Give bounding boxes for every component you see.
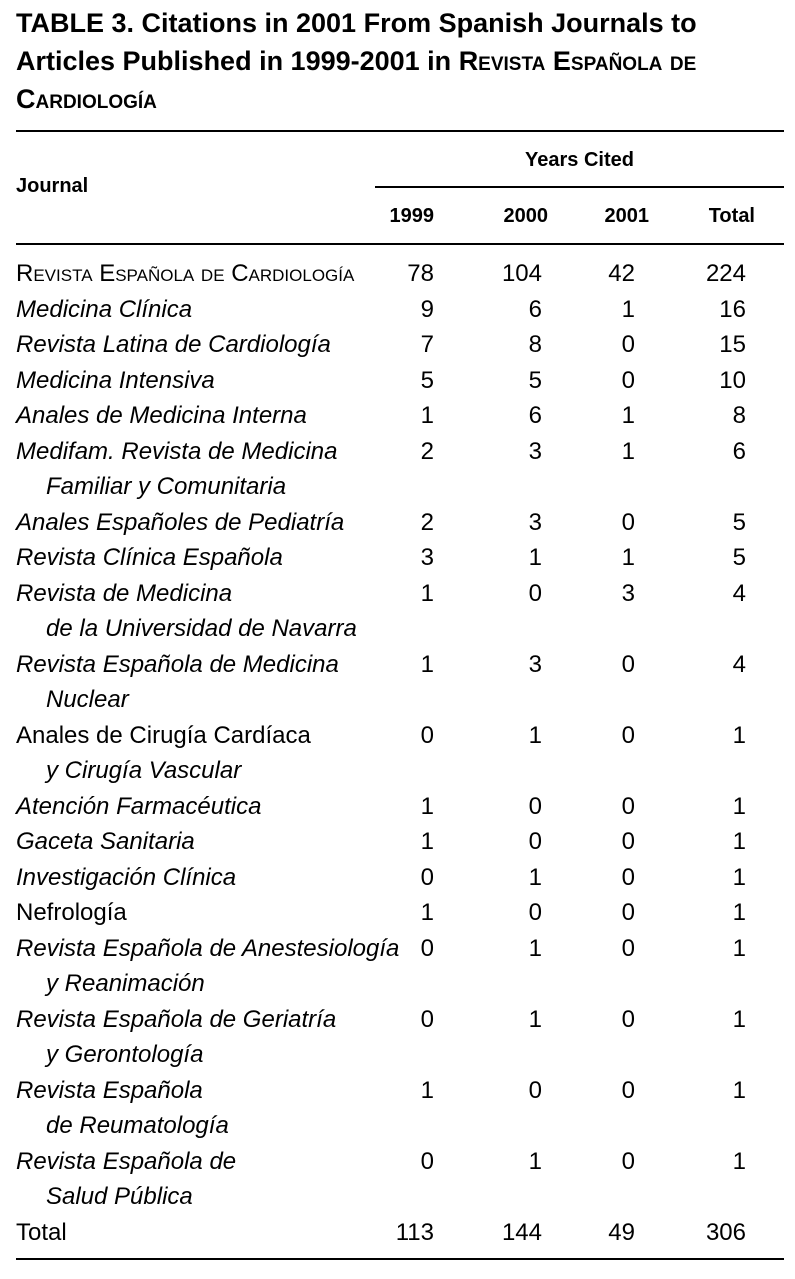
top-rule — [16, 130, 784, 132]
cell-1999: 1 — [420, 1076, 434, 1104]
table-row — [0, 327, 795, 363]
cell-2000: 6 — [528, 295, 542, 323]
journal-name — [16, 1215, 401, 1251]
cell-2000: 1 — [528, 934, 542, 962]
cell-1999: 7 — [420, 331, 434, 358]
title-journal-name: Revista Española de Cardiología — [16, 46, 697, 114]
journal-name-continuation: y Reanimación — [46, 970, 205, 997]
cell-2000: 8 — [528, 331, 542, 358]
journal-name-line: Revista Española — [16, 1076, 203, 1104]
journal-name — [16, 363, 401, 399]
journal-name — [16, 718, 401, 789]
table-row — [0, 505, 795, 541]
cell-1999: 2 — [420, 437, 434, 465]
journal-name-continuation: Salud Pública — [46, 1183, 193, 1210]
journal-name-line: Revista Clínica Española — [16, 544, 283, 571]
cell-2001: 1 — [621, 544, 635, 571]
journal-name — [16, 931, 401, 1002]
total-row — [0, 1215, 795, 1251]
journal-name — [16, 398, 401, 434]
cell-total: 1 — [732, 899, 746, 926]
cell-1999: 1 — [420, 899, 434, 926]
cell-2000: 6 — [528, 402, 542, 429]
cell-2001: 0 — [621, 828, 635, 855]
cell-total: 1 — [732, 1076, 746, 1104]
journal-name-line: Revista Española de Anestesiología — [16, 934, 400, 962]
table-row — [0, 434, 795, 505]
journal-name — [16, 576, 401, 647]
journal-name-line: Revista Española de — [16, 1147, 237, 1175]
cell-total: 4 — [732, 650, 746, 678]
table-row — [0, 1002, 795, 1073]
cell-1999: 78 — [407, 260, 434, 287]
journal-name — [16, 824, 401, 860]
cell-total: 15 — [719, 331, 746, 358]
cell-2000: 104 — [501, 260, 542, 287]
journal-name-line: Total — [16, 1218, 67, 1246]
column-header-2001: 2001 — [604, 205, 649, 227]
journal-name — [16, 1073, 401, 1144]
table-row — [0, 789, 795, 825]
journal-name-line: Nefrología — [16, 899, 127, 926]
table-row — [0, 718, 795, 789]
journal-name-line: Medifam. Revista de Medicina — [16, 437, 338, 465]
journal-column-header: Journal — [16, 175, 89, 197]
journal-name-line: Revista Española de Geriatría — [16, 1005, 337, 1033]
table-row — [0, 1144, 795, 1215]
journal-name — [16, 860, 401, 896]
cell-2001: 0 — [621, 366, 635, 394]
cell-2000: 3 — [528, 650, 542, 678]
journal-name-line: Medicina Clínica — [16, 295, 193, 323]
cell-1999: 3 — [420, 544, 434, 571]
journal-name-line: Medicina Intensiva — [16, 366, 215, 394]
cell-total: 1 — [732, 792, 746, 820]
journal-name-line: Investigación Clínica — [16, 863, 237, 891]
journal-name — [16, 256, 401, 292]
cell-total: 5 — [732, 508, 746, 536]
cell-1999: 0 — [420, 863, 434, 891]
cell-1999: 1 — [420, 792, 434, 820]
cell-total: 4 — [732, 579, 746, 607]
column-header-1999: 1999 — [389, 205, 434, 227]
cell-2001: 0 — [621, 508, 635, 536]
journal-name — [16, 647, 401, 718]
years-cited-rule — [375, 186, 784, 188]
journal-name-continuation: Nuclear — [46, 686, 129, 713]
cell-total: 6 — [732, 437, 746, 465]
cell-total: 224 — [705, 260, 746, 287]
cell-1999: 1 — [420, 828, 434, 855]
cell-total: 1 — [732, 863, 746, 891]
journal-name — [16, 540, 401, 576]
journal-name — [16, 789, 401, 825]
cell-2001: 1 — [621, 437, 635, 465]
cell-2001: 0 — [621, 863, 635, 891]
cell-1999: 2 — [420, 508, 434, 536]
cell-total: 16 — [719, 295, 746, 323]
column-header-2000: 2000 — [503, 205, 548, 227]
cell-total: 5 — [732, 544, 746, 571]
cell-2000: 3 — [528, 508, 542, 536]
journal-name-continuation: Familiar y Comunitaria — [46, 473, 287, 500]
cell-total: 1 — [732, 828, 746, 855]
cell-1999: 0 — [420, 721, 434, 749]
cell-total: 1 — [732, 1147, 746, 1175]
journal-name-continuation: de la Universidad de Navarra — [46, 615, 357, 642]
cell-2001: 3 — [621, 579, 635, 607]
journal-name-continuation: y Cirugía Vascular — [46, 757, 242, 784]
cell-2000: 1 — [528, 1147, 542, 1175]
cell-2000: 144 — [501, 1218, 542, 1246]
cell-2000: 1 — [528, 721, 542, 749]
journal-name-line: Revista de Medicina — [16, 579, 233, 607]
cell-2001: 49 — [608, 1218, 635, 1246]
table-row — [0, 540, 795, 576]
table-row — [0, 895, 795, 931]
journal-name-line: Revista Latina de Cardiología — [16, 331, 331, 358]
journal-name-line: Revista Española de Medicina — [16, 650, 339, 678]
bottom-rule — [16, 1258, 784, 1260]
cell-total: 306 — [705, 1218, 746, 1246]
table-row — [0, 398, 795, 434]
cell-1999: 1 — [420, 402, 434, 429]
cell-2001: 0 — [621, 650, 635, 678]
cell-total: 10 — [719, 366, 746, 394]
cell-2001: 0 — [621, 934, 635, 962]
cell-2000: 1 — [528, 544, 542, 571]
table-row — [0, 363, 795, 399]
cell-1999: 9 — [420, 295, 434, 323]
cell-1999: 113 — [395, 1218, 434, 1246]
title-lead: TABLE 3. Citations in 2001 From Spanish Journals to Articles Published in 1999-2001 in — [16, 8, 697, 76]
journal-name-line: Anales de Cirugía Cardíaca — [16, 721, 311, 749]
cell-1999: 0 — [420, 1005, 434, 1033]
cell-2001: 1 — [621, 295, 635, 323]
cell-2001: 0 — [621, 331, 635, 358]
journal-name — [16, 895, 401, 931]
journal-name-line: Atención Farmacéutica — [16, 792, 262, 820]
journal-name-continuation: y Gerontología — [46, 1041, 204, 1068]
table-row — [0, 1073, 795, 1144]
table-row — [0, 292, 795, 328]
column-header-total: Total — [708, 205, 755, 227]
cell-2001: 1 — [621, 402, 635, 429]
table-row — [0, 647, 795, 718]
cell-total: 1 — [732, 721, 746, 749]
journal-name-line: Anales Españoles de Pediatría — [16, 508, 345, 536]
table-row — [0, 931, 795, 1002]
journal-name-line: Revista Española de Cardiología — [16, 260, 355, 287]
journal-name — [16, 1144, 401, 1215]
cell-1999: 1 — [420, 579, 434, 607]
journal-name — [16, 327, 401, 363]
table-row — [0, 256, 795, 292]
cell-total: 8 — [732, 402, 746, 429]
cell-2001: 42 — [608, 260, 635, 287]
cell-total: 1 — [732, 1005, 746, 1033]
cell-total: 1 — [732, 934, 746, 962]
journal-name-continuation: de Reumatología — [46, 1112, 229, 1139]
cell-2000: 5 — [528, 366, 542, 394]
cell-2001: 0 — [621, 899, 635, 926]
cell-2001: 0 — [621, 1076, 635, 1104]
cell-2000: 0 — [528, 899, 542, 926]
cell-2000: 1 — [528, 863, 542, 891]
cell-1999: 0 — [420, 934, 434, 962]
cell-2001: 0 — [621, 1005, 635, 1033]
cell-2000: 0 — [528, 579, 542, 607]
cell-2000: 0 — [528, 828, 542, 855]
cell-2001: 0 — [621, 1147, 635, 1175]
journal-name-line: Gaceta Sanitaria — [16, 828, 195, 855]
cell-1999: 5 — [420, 366, 434, 394]
cell-2000: 1 — [528, 1005, 542, 1033]
cell-2001: 0 — [621, 721, 635, 749]
journal-name — [16, 434, 401, 505]
cell-2000: 0 — [528, 792, 542, 820]
header-rule — [16, 243, 784, 245]
journal-name — [16, 505, 401, 541]
cell-1999: 0 — [420, 1147, 434, 1175]
table-row — [0, 860, 795, 896]
cell-2000: 3 — [528, 437, 542, 465]
cell-1999: 1 — [420, 650, 434, 678]
journal-name-line: Anales de Medicina Interna — [16, 402, 307, 429]
years-cited-header: Years Cited — [525, 149, 634, 171]
table-title — [16, 4, 791, 118]
journal-name — [16, 1002, 401, 1073]
table-row — [0, 576, 795, 647]
journal-name — [16, 292, 401, 328]
cell-2000: 0 — [528, 1076, 542, 1104]
table-row — [0, 824, 795, 860]
cell-2001: 0 — [621, 792, 635, 820]
